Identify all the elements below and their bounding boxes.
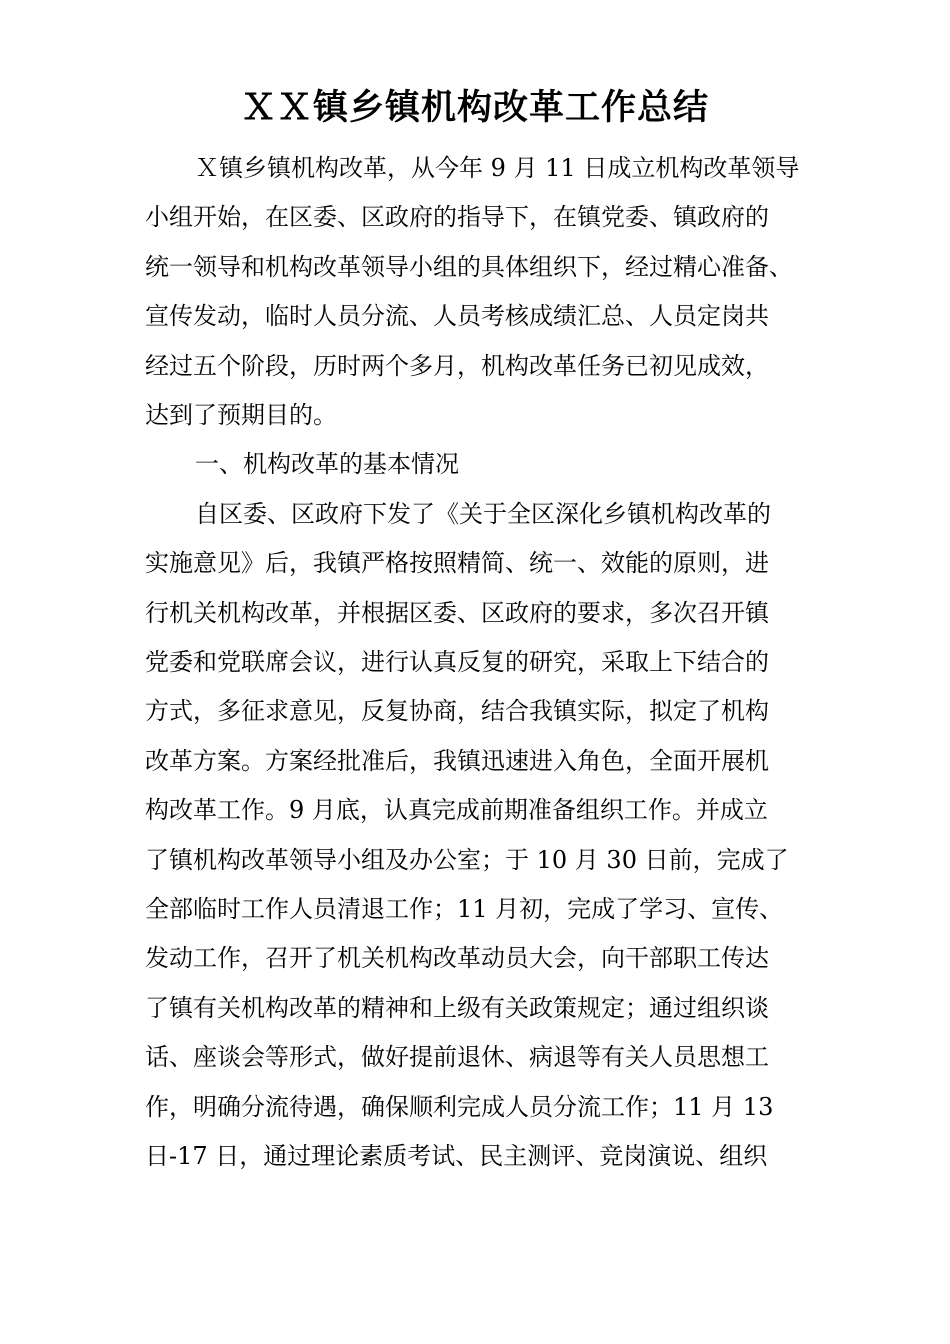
text-line: 小组开始，在区委、区政府的指导下，在镇党委、镇政府的 (145, 203, 769, 231)
text-line: 达到了预期目的。 (145, 401, 337, 429)
text-line: 了镇机构改革领导小组及办公室；于 10 月 30 日前，完成了 (145, 846, 789, 874)
text-line: 经过五个阶段，历时两个多月，机构改革任务已初见成效， (145, 352, 769, 380)
text-line: 实施意见》后，我镇严格按照精简、统一、效能的原则，进 (145, 549, 769, 577)
text-line: 改革方案。方案经批准后，我镇迅速进入角色，全面开展机 (145, 747, 769, 775)
document-title: ＸＸ镇乡镇机构改革工作总结 (240, 87, 709, 128)
text-line: 全部临时工作人员清退工作；11 月初，完成了学习、宣传、 (145, 895, 784, 923)
text-line: 方式，多征求意见，反复协商，结合我镇实际，拟定了机构 (145, 697, 769, 725)
text-line: 统一领导和机构改革领导小组的具体组织下，经过精心准备、 (145, 253, 793, 281)
text-line: 自区委、区政府下发了《关于全区深化乡镇机构改革的 (195, 500, 771, 528)
text-line: 话、座谈会等形式，做好提前退休、病退等有关人员思想工 (145, 1043, 769, 1071)
text-line: 了镇有关机构改革的精神和上级有关政策规定；通过组织谈 (145, 994, 769, 1022)
text-line: Ｘ镇乡镇机构改革，从今年 9 月 11 日成立机构改革领导 (195, 154, 800, 182)
text-line: 党委和党联席会议，进行认真反复的研究，采取上下结合的 (145, 648, 769, 676)
text-line: 日-17 日，通过理论素质考试、民主测评、竞岗演说、组织 (145, 1142, 768, 1170)
text-line: 构改革工作。9 月底，认真完成前期准备组织工作。并成立 (145, 796, 768, 824)
text-line: 宣传发动，临时人员分流、人员考核成绩汇总、人员定岗共 (145, 302, 769, 330)
text-line: 一、机构改革的基本情况 (195, 450, 459, 478)
text-line: 发动工作，召开了机关机构改革动员大会，向干部职工传达 (145, 944, 769, 972)
text-line: 作，明确分流待遇，确保顺利完成人员分流工作；11 月 13 (145, 1093, 774, 1121)
text-line: 行机关机构改革，并根据区委、区政府的要求，多次召开镇 (145, 599, 769, 627)
